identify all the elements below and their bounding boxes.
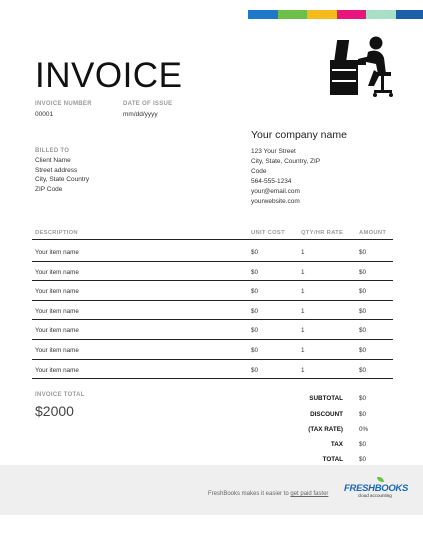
table-row: [32, 319, 393, 340]
tax-value: $0: [359, 441, 367, 448]
color-swatch: [307, 10, 337, 19]
billed-to-block: [35, 156, 89, 194]
table-row: [32, 261, 393, 282]
item-unit-cost: $0: [251, 288, 259, 296]
col-header-qty: QTY/HR RATE: [301, 230, 344, 236]
color-swatch: [396, 10, 423, 19]
item-qty: 1: [301, 366, 305, 374]
get-paid-faster-link[interactable]: get paid faster: [290, 491, 329, 497]
invoice-total-label: INVOICE TOTAL: [35, 392, 85, 398]
company-website: yourwebsite.com: [251, 198, 300, 205]
company-email: your@email.com: [251, 188, 300, 195]
color-swatch: [248, 10, 278, 19]
item-description: Your item name: [35, 268, 79, 276]
col-header-description: DESCRIPTION: [35, 230, 78, 236]
invoice-number-value: 00001: [35, 111, 54, 118]
discount-value: $0: [359, 411, 367, 418]
freshbooks-logo[interactable]: [344, 483, 408, 498]
total-value: $0: [359, 456, 367, 463]
discount-label: DISCOUNT: [310, 411, 343, 418]
date-of-issue-label: DATE OF ISSUE: [123, 101, 173, 107]
brand-color-bar: [248, 10, 423, 19]
table-row: [32, 339, 393, 360]
item-amount: $0: [359, 249, 367, 256]
subtotal-value: $0: [359, 395, 367, 402]
color-swatch: [337, 10, 367, 19]
item-unit-cost: $0: [251, 307, 259, 315]
item-qty: 1: [301, 327, 305, 335]
item-amount: $0: [359, 366, 367, 374]
item-description: Your item name: [35, 347, 79, 354]
item-description: Your item name: [35, 327, 79, 335]
company-phone: 564-555-1234: [251, 178, 292, 185]
logo-brand-text: FRESHBOOKS: [344, 483, 409, 494]
invoice-title: INVOICE: [35, 56, 183, 95]
item-amount: $0: [359, 268, 367, 276]
footer: [0, 465, 423, 515]
footer-tagline: [208, 491, 328, 497]
client-city: City, State Country: [35, 176, 90, 184]
client-name: Client Name: [35, 157, 71, 164]
billed-to-label: BILLED TO: [35, 148, 70, 154]
total-label: TOTAL: [322, 456, 343, 463]
item-unit-cost: $0: [251, 249, 259, 256]
subtotal-label: SUBTOTAL: [309, 395, 343, 402]
item-unit-cost: $0: [251, 347, 259, 354]
invoice-number-label: INVOICE NUMBER: [35, 101, 92, 107]
table-header-rule: [32, 239, 393, 240]
invoice-total-amount: $2000: [35, 403, 74, 419]
item-qty: 1: [301, 347, 305, 354]
leaf-icon: [377, 477, 384, 482]
col-header-amount: AMOUNT: [359, 230, 387, 236]
item-unit-cost: $0: [251, 327, 259, 335]
tax-rate-value: 0%: [359, 426, 369, 433]
table-row: [32, 280, 393, 301]
item-amount: $0: [359, 347, 367, 354]
table-row: [32, 359, 393, 380]
item-unit-cost: $0: [251, 268, 259, 276]
company-name: Your company name: [251, 129, 347, 141]
item-description: Your item name: [35, 249, 79, 256]
company-zip: Code: [251, 168, 267, 175]
logo-subtitle: cloud accounting: [358, 493, 392, 498]
item-description: Your item name: [35, 307, 79, 315]
item-amount: $0: [359, 307, 367, 315]
item-amount: $0: [359, 327, 367, 335]
table-row: [32, 241, 393, 262]
color-swatch: [278, 10, 308, 19]
item-qty: 1: [301, 288, 305, 296]
item-qty: 1: [301, 268, 305, 276]
item-qty: 1: [301, 307, 305, 315]
client-street: Street address: [35, 166, 78, 174]
company-street: 123 Your Street: [251, 148, 296, 155]
tax-label: TAX: [330, 441, 343, 448]
item-unit-cost: $0: [251, 366, 259, 374]
company-address-block: [251, 147, 320, 207]
item-amount: $0: [359, 288, 367, 296]
client-zip: ZIP Code: [35, 185, 63, 193]
desk-worker-icon: [328, 34, 394, 102]
footer-text: FreshBooks makes it easier to: [208, 491, 289, 497]
item-description: Your item name: [35, 288, 79, 296]
table-row: [32, 300, 393, 321]
item-qty: 1: [301, 249, 305, 256]
date-of-issue-value: mm/dd/yyyy: [123, 111, 158, 118]
col-header-unit-cost: UNIT COST: [251, 230, 285, 236]
color-swatch: [366, 10, 396, 19]
item-description: Your item name: [35, 366, 79, 374]
tax-rate-label: (TAX RATE): [308, 426, 343, 433]
company-city: City, State, Country, ZIP: [251, 158, 321, 165]
